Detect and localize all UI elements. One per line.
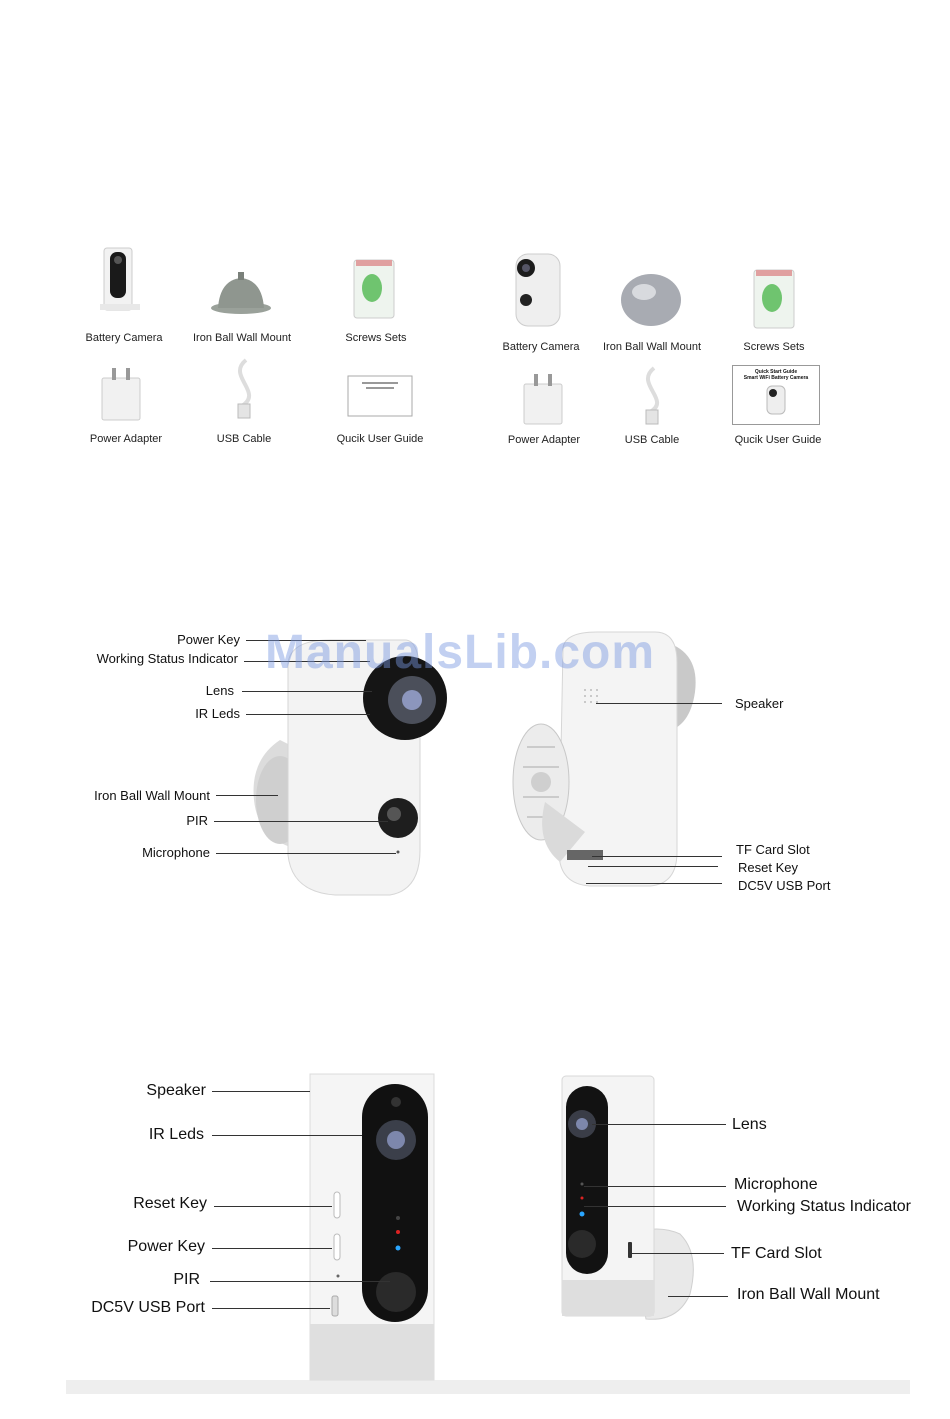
label-power-key: Power Key — [127, 1238, 205, 1255]
label-reset-key: Reset Key — [133, 1195, 207, 1212]
leader-power-key — [212, 1248, 332, 1249]
leader-lens — [592, 1124, 726, 1125]
label-power-key: Power Key — [177, 632, 240, 647]
caption-quick-user-guide: Qucik User Guide — [336, 433, 424, 445]
screws-bag-image — [752, 268, 796, 330]
label-dc5v-usb-port: DC5V USB Port — [738, 878, 831, 893]
leader-speaker — [212, 1091, 310, 1092]
quick-start-guide-booklet — [732, 365, 820, 425]
caption-quick-user-guide: Qucik User Guide — [734, 434, 822, 446]
label-ir-leds: IR Leds — [195, 706, 240, 721]
leader-dc5v-usb-port — [212, 1308, 330, 1309]
leader-dc5v-usb-port — [586, 883, 722, 884]
label-iron-ball-wall-mount: Iron Ball Wall Mount — [737, 1286, 880, 1303]
leader-iron-ball-wall-mount — [216, 795, 278, 796]
leader-pir — [214, 821, 388, 822]
leader-reset-key — [214, 1206, 332, 1207]
label-speaker: Speaker — [146, 1082, 206, 1099]
caption-usb-cable: USB Cable — [216, 433, 272, 445]
label-reset-key: Reset Key — [738, 860, 798, 875]
caption-screws-sets: Screws Sets — [345, 332, 407, 344]
label-microphone: Microphone — [734, 1176, 818, 1193]
leader-ir-leds — [246, 714, 370, 715]
power-adapter-image — [100, 368, 144, 422]
guide-title: Quick Start Guide — [754, 369, 798, 375]
leader-lens — [242, 691, 372, 692]
leader-microphone — [216, 853, 396, 854]
usb-cable-image — [632, 364, 678, 426]
leader-microphone — [584, 1186, 726, 1187]
label-lens: Lens — [205, 683, 234, 698]
iron-ball-mount-image — [620, 272, 682, 328]
screws-bag-image — [352, 258, 396, 320]
leader-reset-key — [588, 866, 718, 867]
power-adapter-image — [522, 374, 566, 426]
label-iron-ball-wall-mount: Iron Ball Wall Mount — [94, 788, 210, 803]
camera-side-image — [560, 1074, 700, 1324]
label-working-status-indicator: Working Status Indicator — [737, 1198, 912, 1215]
caption-iron-ball-wall-mount: Iron Ball Wall Mount — [602, 341, 702, 353]
label-tf-card-slot: TF Card Slot — [736, 842, 810, 857]
usb-cable-image — [224, 356, 270, 420]
leader-tf-card-slot — [592, 856, 722, 857]
caption-screws-sets: Screws Sets — [743, 341, 805, 353]
caption-iron-ball-wall-mount: Iron Ball Wall Mount — [192, 332, 292, 344]
watermark: ManualsLib.com — [265, 626, 656, 679]
caption-usb-cable: USB Cable — [624, 434, 680, 446]
label-microphone: Microphone — [142, 845, 210, 860]
base-shadow — [66, 1380, 910, 1394]
guide-camera-image — [765, 386, 787, 416]
leader-pir — [210, 1281, 390, 1282]
battery-camera-image — [100, 248, 140, 316]
quick-user-guide-image — [348, 376, 412, 416]
iron-ball-mount-image — [210, 270, 272, 316]
label-dc5v-usb-port: DC5V USB Port — [91, 1299, 205, 1316]
leader-iron-ball-wall-mount — [668, 1296, 728, 1297]
label-tf-card-slot: TF Card Slot — [731, 1245, 822, 1262]
leader-ir-leds — [212, 1135, 362, 1136]
leader-tf-card-slot — [632, 1253, 724, 1254]
label-pir: PIR — [173, 1271, 200, 1288]
caption-battery-camera: Battery Camera — [502, 341, 580, 353]
battery-camera-image — [512, 254, 562, 328]
camera-front-image — [308, 1074, 436, 1380]
caption-power-adapter: Power Adapter — [89, 433, 163, 445]
leader-speaker — [596, 703, 722, 704]
caption-power-adapter: Power Adapter — [507, 434, 581, 446]
label-lens: Lens — [732, 1116, 767, 1133]
label-working-status-indicator: Working Status Indicator — [96, 651, 238, 666]
leader-working-status-indicator — [584, 1206, 726, 1207]
caption-battery-camera: Battery Camera — [85, 332, 163, 344]
label-speaker: Speaker — [735, 696, 784, 711]
label-pir: PIR — [186, 813, 208, 828]
label-ir-leds: IR Leds — [148, 1126, 204, 1143]
guide-subtitle: Smart WiFi Battery Camera — [743, 375, 809, 381]
